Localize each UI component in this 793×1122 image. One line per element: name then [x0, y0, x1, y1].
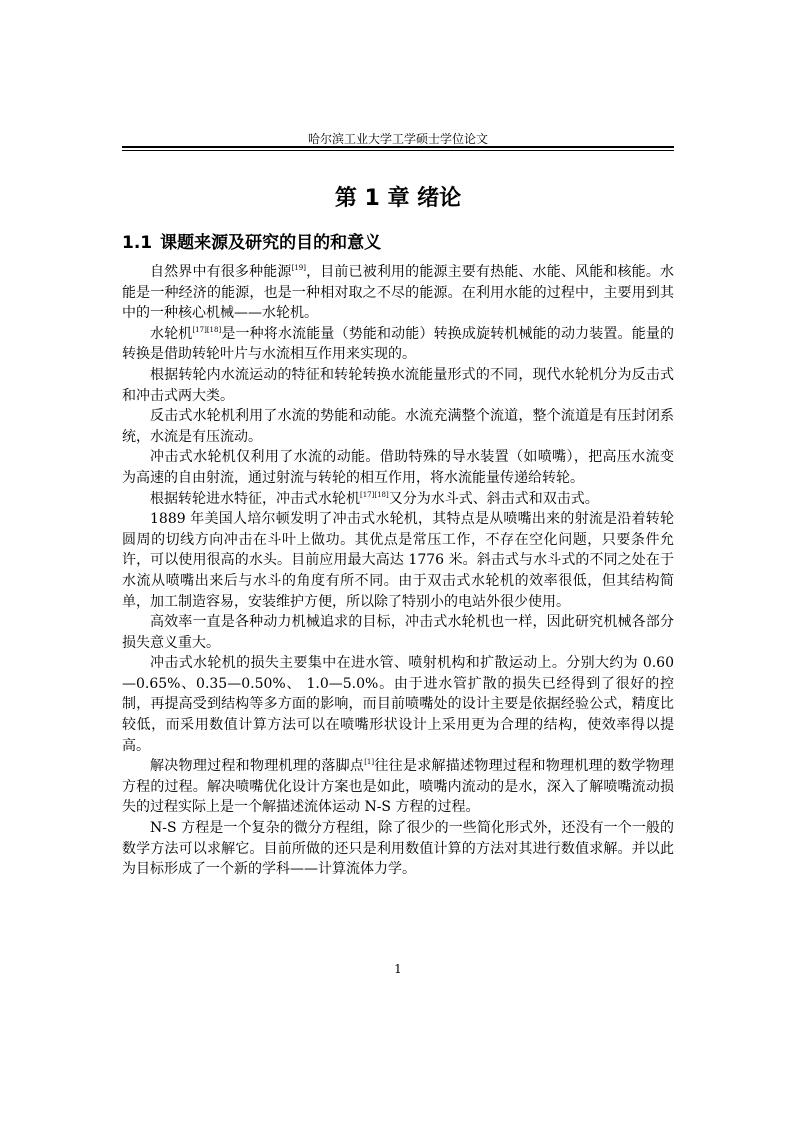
header-rule-thick: [122, 146, 674, 148]
section-heading: [122, 230, 674, 256]
paragraph: 冲击式水轮机仅利用了水流的动能。借助特殊的导水装置（如喷嘴），把高压水流变为高速的自由射流，通过射流与转轮的相互作用，将水流能量传递给转轮。: [122, 449, 674, 486]
running-header: 哈尔滨工业大学工学硕士学位论文: [307, 132, 488, 146]
paragraph: 根据转轮内水流运动的特征和转轮转换水流能量形式的不同，现代水轮机分为反击式和冲击式两大类。: [122, 366, 674, 404]
paragraph-text: 是一种将水流能量（势能和动能）转换成旋转机械能的动力装置。能量的转换是借助转轮叶片与水流相互作用来实现的。: [122, 325, 675, 363]
body-text: [122, 262, 674, 880]
paragraph: N-S 方程是一个复杂的微分方程组，除了很少的一些简化形式外，还没有一个一般的数学方法可以求解它。目前所做的还只是利用数值计算的方法对其进行数值求解。并以此为目标形成了一个新的学科——计算流体力学。: [122, 820, 674, 878]
paragraph: [122, 262, 674, 324]
paragraph: 1889 年美国人培尔顿发明了冲击式水轮机，其特点是从喷嘴出来的射流是沿着转轮圆周的切线方向冲击在斗叶上做功。其优点是常压工作，不存在空化问题，只要条件允许，可以使用很高的水头。目前应用最大高达 1776 米。斜击式与水斗式的不同之处在于水流从喷嘴出来后与水斗的角度有所不同。由于双击式水轮机的效率很低，但其结构简单，加工制造容易，安装维护方便，所以除了特别小的电站外很少使用。: [122, 511, 674, 610]
header-rule-thin: [122, 150, 674, 151]
paragraph: 反击式水轮机利用了水流的势能和动能。水流充满整个流道，整个流道是有压封闭系统，水流是有压流动。: [122, 408, 674, 445]
paragraph: [122, 324, 674, 365]
paragraph-text: 又分为水斗式、斜击式和双击式。: [388, 490, 599, 507]
citation: [17][18]: [192, 325, 222, 334]
paragraph: 高效率一直是各种动力机械追求的目标，冲击式水轮机也一样，因此研究机械各部分损失意义重大。: [122, 614, 674, 651]
citation: [19]: [291, 264, 306, 272]
citation: [1]: [364, 758, 375, 767]
paragraph: [122, 489, 674, 510]
chapter-title: 第 1 章 绪论: [334, 186, 462, 211]
page-number: 1: [394, 962, 402, 976]
paragraph-text: ，目前已被利用的能源主要有热能、水能、风能和核能。水能是一种经济的能源，也是一种相对取之不尽的能源。在利用水能的过程中，主要用到其中的一种核心机械——水轮机。: [122, 264, 674, 322]
paragraph-text: 解决物理过程和物理机理的落脚点: [150, 758, 365, 775]
citation: [17][18]: [360, 490, 389, 499]
section-number: 1.1: [122, 233, 153, 253]
paragraph: [122, 756, 674, 818]
paragraph-text: 往往是求解描述物理过程和物理机理的数学物理方程的过程。解决喷嘴优化设计方案也是如此，喷嘴内流动的是水，深入了解喷嘴流动损失的过程实际上是一个解描述流体运动 N-S 方程的过程。: [122, 758, 675, 816]
paragraph-text: 自然界中有很多种能源: [150, 264, 292, 280]
paragraph-text: 根据转轮进水特征，冲击式水轮机: [150, 490, 360, 507]
paragraph: 冲击式水轮机的损失主要集中在进水管、喷射机构和扩散运动上。分别大约为 0.60—0.65%、0.35—0.50%、 1.0—5.0%。由于进水管扩散的损失已经得到了很好的控制，再提高受到结构等多方面的影响，而目前喷嘴处的设计主要是依据经验公式，精度比较低，而采用数值计算方法可以在喷嘴形状设计上采用更为合理的结构，使效率得以提高。: [122, 655, 674, 754]
section-title: 课题来源及研究的目的和意义: [160, 233, 382, 253]
paragraph-text: 水轮机: [150, 325, 193, 342]
